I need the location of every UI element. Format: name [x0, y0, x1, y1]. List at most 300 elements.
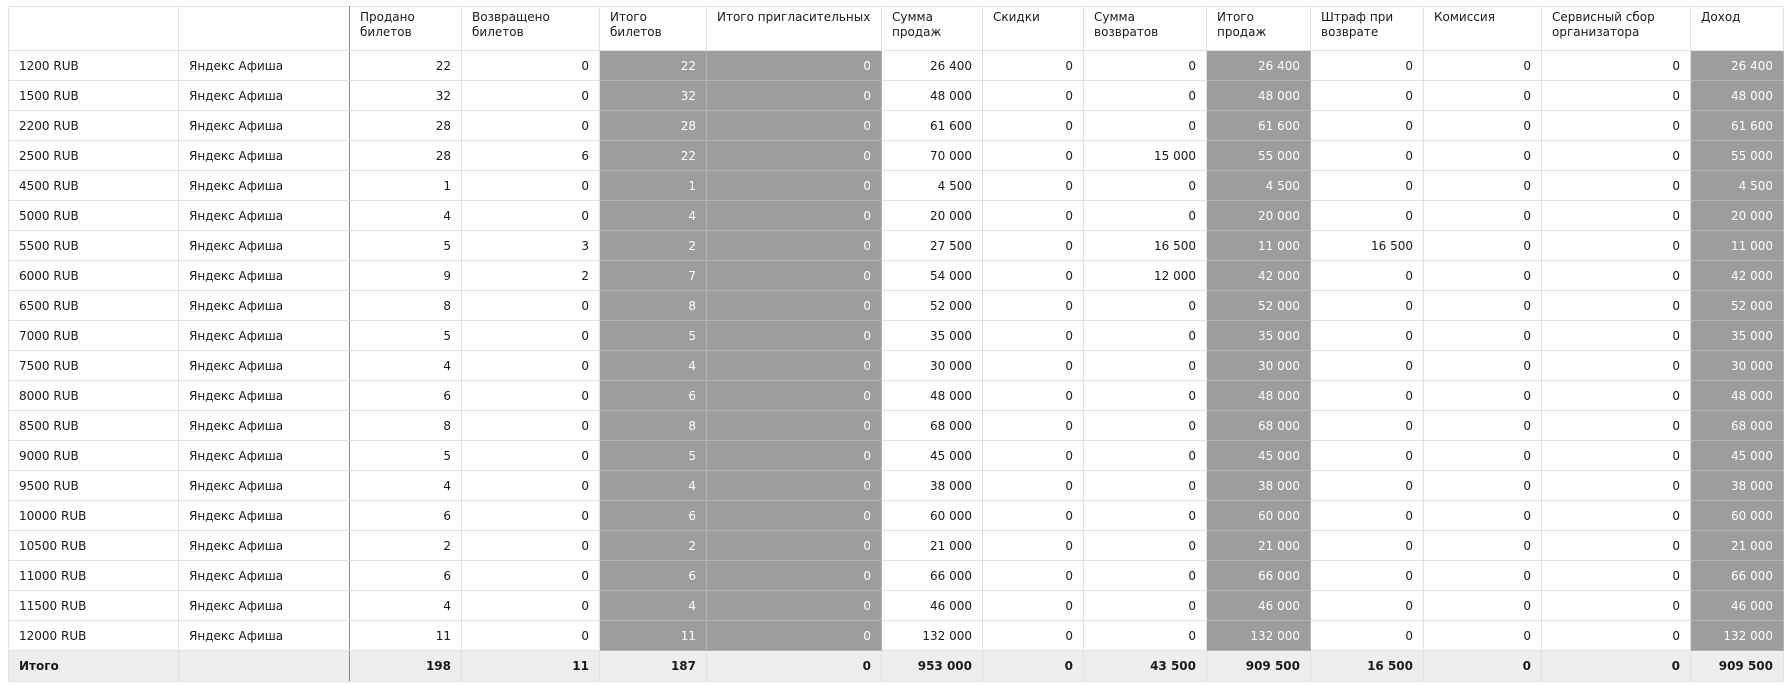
cell-commission: 0 [1424, 201, 1542, 231]
cell-total-tickets: 6 [600, 381, 707, 411]
cell-tickets-sold: 6 [350, 381, 462, 411]
cell-total-tickets: 32 [600, 81, 707, 111]
cell-discounts: 0 [983, 261, 1084, 291]
cell-tickets-sold: 2 [350, 531, 462, 561]
cell-tickets-returned: 0 [462, 201, 600, 231]
header-cell-total-invitations[interactable]: Итого пригласительных [707, 7, 882, 51]
cell-total-sales: 52 000 [1207, 291, 1311, 321]
cell-sales-amount: 27 500 [882, 231, 983, 261]
table-row [9, 81, 1784, 111]
cell-discounts: 0 [983, 381, 1084, 411]
cell-sales-amount: 38 000 [882, 471, 983, 501]
header-cell-discounts[interactable]: Скидки [983, 7, 1084, 51]
cell-return-penalty: 0 [1311, 561, 1424, 591]
cell-tickets-returned: 0 [462, 351, 600, 381]
cell-tickets-sold: 8 [350, 291, 462, 321]
cell-discounts: 0 [983, 171, 1084, 201]
cell-income: 38 000 [1691, 471, 1784, 501]
cell-total-tickets: 5 [600, 441, 707, 471]
cell-total-sales: 20 000 [1207, 201, 1311, 231]
table-row [9, 591, 1784, 621]
cell-total-tickets: 2 [600, 231, 707, 261]
cell-commission: 0 [1424, 591, 1542, 621]
cell-discounts: 0 [983, 231, 1084, 261]
cell-return-penalty: 16 500 [1311, 231, 1424, 261]
cell-price: 6500 RUB [9, 291, 179, 321]
cell-total-sales: 35 000 [1207, 321, 1311, 351]
cell-discounts: 0 [983, 501, 1084, 531]
header-cell-service-fee[interactable]: Сервисный сбор организатора [1542, 7, 1691, 51]
cell-return-penalty: 0 [1311, 141, 1424, 171]
cell-income: 35 000 [1691, 321, 1784, 351]
cell-service-fee: 0 [1542, 261, 1691, 291]
table-row [9, 141, 1784, 171]
table-row [9, 501, 1784, 531]
table-row [9, 351, 1784, 381]
cell-discounts: 0 [983, 291, 1084, 321]
cell-price: 1200 RUB [9, 51, 179, 81]
cell-return-penalty: 0 [1311, 591, 1424, 621]
cell-discounts: 0 [983, 471, 1084, 501]
cell-returns-amount: 0 [1084, 501, 1207, 531]
cell-sales-amount: 68 000 [882, 411, 983, 441]
cell-return-penalty: 16 500 [1311, 651, 1424, 682]
cell-total-tickets: 187 [600, 651, 707, 682]
cell-return-penalty: 0 [1311, 351, 1424, 381]
cell-total-tickets: 22 [600, 141, 707, 171]
cell-total-invitations: 0 [707, 501, 882, 531]
cell-total-invitations: 0 [707, 111, 882, 141]
cell-tickets-sold: 4 [350, 471, 462, 501]
cell-price: 5500 RUB [9, 231, 179, 261]
cell-price: 10000 RUB [9, 501, 179, 531]
cell-price: 8500 RUB [9, 411, 179, 441]
cell-return-penalty: 0 [1311, 321, 1424, 351]
cell-income: 4 500 [1691, 171, 1784, 201]
cell-channel: Яндекс Афиша [179, 471, 350, 501]
cell-service-fee: 0 [1542, 441, 1691, 471]
cell-income: 48 000 [1691, 81, 1784, 111]
cell-tickets-sold: 1 [350, 171, 462, 201]
cell-discounts: 0 [983, 441, 1084, 471]
cell-tickets-returned: 0 [462, 81, 600, 111]
cell-channel: Яндекс Афиша [179, 81, 350, 111]
cell-commission: 0 [1424, 171, 1542, 201]
cell-income: 61 600 [1691, 111, 1784, 141]
table-row [9, 411, 1784, 441]
header-cell-price[interactable] [9, 7, 179, 51]
cell-tickets-returned: 0 [462, 561, 600, 591]
cell-return-penalty: 0 [1311, 381, 1424, 411]
cell-discounts: 0 [983, 201, 1084, 231]
cell-sales-amount: 46 000 [882, 591, 983, 621]
cell-return-penalty: 0 [1311, 81, 1424, 111]
cell-income: 60 000 [1691, 501, 1784, 531]
cell-total-tickets: 4 [600, 471, 707, 501]
cell-commission: 0 [1424, 561, 1542, 591]
cell-tickets-returned: 0 [462, 381, 600, 411]
header-cell-sales-amount[interactable]: Сумма продаж [882, 7, 983, 51]
cell-sales-amount: 70 000 [882, 141, 983, 171]
cell-return-penalty: 0 [1311, 411, 1424, 441]
cell-returns-amount: 0 [1084, 321, 1207, 351]
cell-service-fee: 0 [1542, 321, 1691, 351]
cell-total-sales: 48 000 [1207, 81, 1311, 111]
cell-service-fee: 0 [1542, 471, 1691, 501]
cell-service-fee: 0 [1542, 51, 1691, 81]
cell-tickets-returned: 0 [462, 411, 600, 441]
cell-tickets-sold: 5 [350, 231, 462, 261]
cell-income: 45 000 [1691, 441, 1784, 471]
cell-service-fee: 0 [1542, 591, 1691, 621]
cell-total-sales: 68 000 [1207, 411, 1311, 441]
cell-price: 6000 RUB [9, 261, 179, 291]
cell-returns-amount: 0 [1084, 531, 1207, 561]
cell-tickets-returned: 0 [462, 531, 600, 561]
cell-returns-amount: 0 [1084, 621, 1207, 651]
cell-tickets-returned: 0 [462, 171, 600, 201]
cell-commission: 0 [1424, 441, 1542, 471]
cell-channel: Яндекс Афиша [179, 531, 350, 561]
header-cell-return-penalty[interactable]: Штраф при возврате [1311, 7, 1424, 51]
cell-return-penalty: 0 [1311, 621, 1424, 651]
cell-income: 132 000 [1691, 621, 1784, 651]
table-row [9, 261, 1784, 291]
cell-income: 11 000 [1691, 231, 1784, 261]
cell-commission: 0 [1424, 261, 1542, 291]
cell-commission: 0 [1424, 381, 1542, 411]
total-row [9, 651, 1784, 682]
cell-discounts: 0 [983, 411, 1084, 441]
cell-sales-amount: 21 000 [882, 531, 983, 561]
cell-discounts: 0 [983, 531, 1084, 561]
cell-total-invitations: 0 [707, 621, 882, 651]
cell-channel: Яндекс Афиша [179, 51, 350, 81]
cell-total-sales: 48 000 [1207, 381, 1311, 411]
table-row [9, 381, 1784, 411]
cell-sales-amount: 953 000 [882, 651, 983, 682]
cell-return-penalty: 0 [1311, 111, 1424, 141]
cell-channel: Яндекс Афиша [179, 291, 350, 321]
cell-service-fee: 0 [1542, 351, 1691, 381]
cell-tickets-returned: 6 [462, 141, 600, 171]
cell-returns-amount: 0 [1084, 411, 1207, 441]
cell-tickets-returned: 11 [462, 651, 600, 682]
table-row [9, 561, 1784, 591]
cell-income: 20 000 [1691, 201, 1784, 231]
cell-total-invitations: 0 [707, 471, 882, 501]
cell-returns-amount: 0 [1084, 111, 1207, 141]
cell-tickets-sold: 28 [350, 111, 462, 141]
cell-returns-amount: 15 000 [1084, 141, 1207, 171]
table-row [9, 201, 1784, 231]
cell-income: 52 000 [1691, 291, 1784, 321]
cell-total-tickets: 1 [600, 171, 707, 201]
cell-total-sales: 46 000 [1207, 591, 1311, 621]
cell-discounts: 0 [983, 81, 1084, 111]
cell-tickets-sold: 6 [350, 501, 462, 531]
cell-discounts: 0 [983, 321, 1084, 351]
cell-price: 4500 RUB [9, 171, 179, 201]
cell-sales-amount: 66 000 [882, 561, 983, 591]
cell-commission: 0 [1424, 471, 1542, 501]
cell-total-invitations: 0 [707, 651, 882, 682]
cell-total-invitations: 0 [707, 171, 882, 201]
cell-tickets-returned: 0 [462, 291, 600, 321]
cell-income: 46 000 [1691, 591, 1784, 621]
cell-commission: 0 [1424, 651, 1542, 682]
cell-income: 30 000 [1691, 351, 1784, 381]
cell-tickets-sold: 198 [350, 651, 462, 682]
cell-service-fee: 0 [1542, 171, 1691, 201]
cell-total-invitations: 0 [707, 81, 882, 111]
cell-total-invitations: 0 [707, 201, 882, 231]
cell-price: 7000 RUB [9, 321, 179, 351]
cell-service-fee: 0 [1542, 141, 1691, 171]
header-cell-returns-amount[interactable]: Сумма возвратов [1084, 7, 1207, 51]
cell-tickets-returned: 3 [462, 231, 600, 261]
cell-commission: 0 [1424, 411, 1542, 441]
cell-sales-amount: 48 000 [882, 81, 983, 111]
cell-returns-amount: 0 [1084, 351, 1207, 381]
cell-channel: Яндекс Афиша [179, 621, 350, 651]
cell-service-fee: 0 [1542, 561, 1691, 591]
cell-total-sales: 45 000 [1207, 441, 1311, 471]
cell-sales-amount: 20 000 [882, 201, 983, 231]
cell-income: 42 000 [1691, 261, 1784, 291]
cell-channel: Яндекс Афиша [179, 171, 350, 201]
cell-tickets-returned: 0 [462, 111, 600, 141]
cell-commission: 0 [1424, 291, 1542, 321]
cell-channel: Яндекс Афиша [179, 501, 350, 531]
cell-discounts: 0 [983, 111, 1084, 141]
cell-total-sales: 21 000 [1207, 531, 1311, 561]
cell-sales-amount: 45 000 [882, 441, 983, 471]
cell-income: 48 000 [1691, 381, 1784, 411]
cell-price: 11500 RUB [9, 591, 179, 621]
header-row [9, 7, 1784, 51]
cell-service-fee: 0 [1542, 111, 1691, 141]
header-cell-channel[interactable] [179, 7, 350, 51]
cell-total-invitations: 0 [707, 261, 882, 291]
cell-total-tickets: 4 [600, 201, 707, 231]
cell-price: 5000 RUB [9, 201, 179, 231]
cell-discounts: 0 [983, 561, 1084, 591]
cell-total-tickets: 2 [600, 531, 707, 561]
cell-tickets-returned: 0 [462, 441, 600, 471]
cell-total-sales: 55 000 [1207, 141, 1311, 171]
cell-tickets-returned: 0 [462, 501, 600, 531]
cell-channel: Яндекс Афиша [179, 111, 350, 141]
header-cell-income[interactable]: Доход [1691, 7, 1784, 51]
cell-price: 11000 RUB [9, 561, 179, 591]
cell-total-sales: 132 000 [1207, 621, 1311, 651]
cell-total-sales: 26 400 [1207, 51, 1311, 81]
cell-channel: Яндекс Афиша [179, 591, 350, 621]
cell-tickets-sold: 4 [350, 591, 462, 621]
table-body [9, 51, 1784, 682]
cell-channel [179, 651, 350, 682]
cell-sales-amount: 35 000 [882, 321, 983, 351]
cell-discounts: 0 [983, 351, 1084, 381]
cell-discounts: 0 [983, 651, 1084, 682]
cell-service-fee: 0 [1542, 291, 1691, 321]
cell-income: 21 000 [1691, 531, 1784, 561]
cell-returns-amount: 0 [1084, 591, 1207, 621]
cell-return-penalty: 0 [1311, 51, 1424, 81]
cell-sales-amount: 52 000 [882, 291, 983, 321]
table-row [9, 321, 1784, 351]
cell-commission: 0 [1424, 501, 1542, 531]
cell-total-invitations: 0 [707, 231, 882, 261]
cell-total-tickets: 7 [600, 261, 707, 291]
cell-total-invitations: 0 [707, 411, 882, 441]
cell-commission: 0 [1424, 141, 1542, 171]
cell-commission: 0 [1424, 51, 1542, 81]
cell-sales-amount: 48 000 [882, 381, 983, 411]
cell-channel: Яндекс Афиша [179, 261, 350, 291]
cell-total-tickets: 5 [600, 321, 707, 351]
cell-channel: Яндекс Афиша [179, 231, 350, 261]
cell-total-sales: 30 000 [1207, 351, 1311, 381]
cell-service-fee: 0 [1542, 201, 1691, 231]
cell-total-sales: 11 000 [1207, 231, 1311, 261]
cell-sales-amount: 132 000 [882, 621, 983, 651]
cell-income: 909 500 [1691, 651, 1784, 682]
cell-total-invitations: 0 [707, 141, 882, 171]
cell-return-penalty: 0 [1311, 261, 1424, 291]
cell-income: 26 400 [1691, 51, 1784, 81]
cell-sales-amount: 30 000 [882, 351, 983, 381]
cell-channel: Яндекс Афиша [179, 201, 350, 231]
cell-price: 2500 RUB [9, 141, 179, 171]
cell-price: 2200 RUB [9, 111, 179, 141]
cell-discounts: 0 [983, 141, 1084, 171]
cell-tickets-sold: 32 [350, 81, 462, 111]
cell-tickets-returned: 0 [462, 591, 600, 621]
cell-service-fee: 0 [1542, 651, 1691, 682]
cell-channel: Яндекс Афиша [179, 411, 350, 441]
cell-returns-amount: 0 [1084, 471, 1207, 501]
cell-commission: 0 [1424, 231, 1542, 261]
header-cell-tickets-returned[interactable]: Возвращено билетов [462, 7, 600, 51]
cell-returns-amount: 0 [1084, 561, 1207, 591]
cell-price: 9000 RUB [9, 441, 179, 471]
cell-sales-amount: 26 400 [882, 51, 983, 81]
cell-sales-amount: 4 500 [882, 171, 983, 201]
cell-total-sales: 38 000 [1207, 471, 1311, 501]
cell-tickets-sold: 5 [350, 441, 462, 471]
cell-discounts: 0 [983, 591, 1084, 621]
table-row [9, 171, 1784, 201]
table-row [9, 471, 1784, 501]
cell-tickets-returned: 2 [462, 261, 600, 291]
cell-price: 7500 RUB [9, 351, 179, 381]
cell-tickets-sold: 22 [350, 51, 462, 81]
cell-discounts: 0 [983, 51, 1084, 81]
cell-return-penalty: 0 [1311, 171, 1424, 201]
cell-service-fee: 0 [1542, 621, 1691, 651]
cell-tickets-returned: 0 [462, 471, 600, 501]
cell-total-sales: 60 000 [1207, 501, 1311, 531]
cell-service-fee: 0 [1542, 411, 1691, 441]
table-row [9, 441, 1784, 471]
cell-total-sales: 4 500 [1207, 171, 1311, 201]
cell-price: 12000 RUB [9, 621, 179, 651]
cell-returns-amount: 0 [1084, 81, 1207, 111]
cell-income: 55 000 [1691, 141, 1784, 171]
cell-price: 1500 RUB [9, 81, 179, 111]
cell-sales-amount: 60 000 [882, 501, 983, 531]
cell-commission: 0 [1424, 81, 1542, 111]
header-cell-total-tickets[interactable]: Итого билетов [600, 7, 707, 51]
cell-price: 8000 RUB [9, 381, 179, 411]
cell-price: 9500 RUB [9, 471, 179, 501]
cell-tickets-sold: 4 [350, 351, 462, 381]
table-row [9, 291, 1784, 321]
table-row [9, 531, 1784, 561]
cell-total-invitations: 0 [707, 591, 882, 621]
cell-return-penalty: 0 [1311, 471, 1424, 501]
cell-returns-amount: 12 000 [1084, 261, 1207, 291]
header-cell-commission[interactable]: Комиссия [1424, 7, 1542, 51]
header-cell-tickets-sold[interactable]: Продано билетов [350, 7, 462, 51]
cell-channel: Яндекс Афиша [179, 321, 350, 351]
cell-commission: 0 [1424, 621, 1542, 651]
table-row [9, 231, 1784, 261]
cell-returns-amount: 0 [1084, 171, 1207, 201]
sales-report-table [8, 6, 1784, 682]
table-row [9, 621, 1784, 651]
cell-total-invitations: 0 [707, 321, 882, 351]
cell-service-fee: 0 [1542, 231, 1691, 261]
cell-tickets-sold: 28 [350, 141, 462, 171]
cell-return-penalty: 0 [1311, 441, 1424, 471]
cell-returns-amount: 0 [1084, 381, 1207, 411]
cell-returns-amount: 0 [1084, 51, 1207, 81]
table-row [9, 111, 1784, 141]
cell-total-tickets: 6 [600, 501, 707, 531]
cell-total-tickets: 8 [600, 411, 707, 441]
cell-return-penalty: 0 [1311, 201, 1424, 231]
cell-service-fee: 0 [1542, 381, 1691, 411]
cell-tickets-sold: 4 [350, 201, 462, 231]
cell-tickets-returned: 0 [462, 321, 600, 351]
cell-price: Итого [9, 651, 179, 682]
cell-total-sales: 66 000 [1207, 561, 1311, 591]
cell-price: 10500 RUB [9, 531, 179, 561]
cell-total-sales: 909 500 [1207, 651, 1311, 682]
cell-total-invitations: 0 [707, 531, 882, 561]
cell-return-penalty: 0 [1311, 501, 1424, 531]
cell-income: 68 000 [1691, 411, 1784, 441]
cell-tickets-sold: 8 [350, 411, 462, 441]
header-cell-total-sales[interactable]: Итого продаж [1207, 7, 1311, 51]
cell-tickets-returned: 0 [462, 51, 600, 81]
cell-total-tickets: 8 [600, 291, 707, 321]
cell-tickets-returned: 0 [462, 621, 600, 651]
cell-returns-amount: 0 [1084, 291, 1207, 321]
table-row [9, 51, 1784, 81]
cell-service-fee: 0 [1542, 501, 1691, 531]
cell-service-fee: 0 [1542, 81, 1691, 111]
cell-total-tickets: 6 [600, 561, 707, 591]
cell-total-invitations: 0 [707, 351, 882, 381]
cell-channel: Яндекс Афиша [179, 141, 350, 171]
cell-total-invitations: 0 [707, 51, 882, 81]
cell-service-fee: 0 [1542, 531, 1691, 561]
cell-total-invitations: 0 [707, 441, 882, 471]
